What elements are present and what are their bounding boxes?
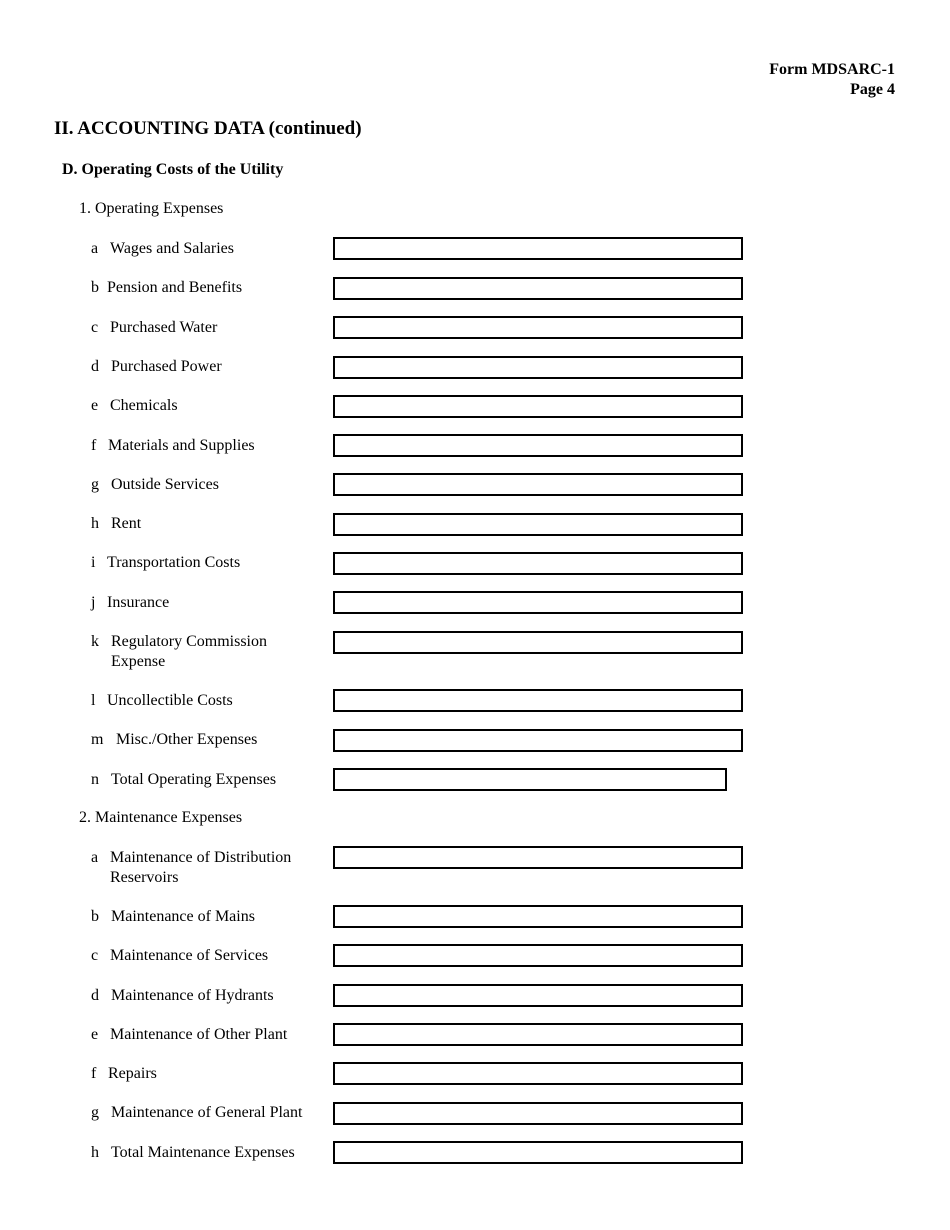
operating-item-label: h Rent: [91, 515, 142, 532]
form-number: Form MDSARC-1: [769, 61, 895, 78]
operating-item-label: m Misc./Other Expenses: [91, 731, 258, 748]
regulatory-commission-expense-input[interactable]: [333, 631, 743, 654]
page-number: Page 4: [850, 81, 895, 98]
operating-item-label: j Insurance: [91, 594, 170, 611]
maint-distribution-reservoirs-input[interactable]: [333, 846, 743, 869]
operating-item-label: g Outside Services: [91, 476, 219, 493]
maint-services-input[interactable]: [333, 944, 743, 967]
operating-item-label: d Purchased Power: [91, 358, 222, 375]
operating-item-label: n Total Operating Expenses: [91, 771, 277, 788]
purchased-power-input[interactable]: [333, 356, 743, 379]
maintenance-item-label: b Maintenance of Mains: [91, 908, 255, 925]
repairs-input[interactable]: [333, 1062, 743, 1085]
rent-input[interactable]: [333, 513, 743, 536]
maintenance-item-label: e Maintenance of Other Plant: [91, 1026, 288, 1043]
wages-salaries-input[interactable]: [333, 237, 743, 260]
transportation-costs-input[interactable]: [333, 552, 743, 575]
maintenance-item-label: a Maintenance of Distribution Reservoirs: [91, 849, 292, 886]
chemicals-input[interactable]: [333, 395, 743, 418]
purchased-water-input[interactable]: [333, 316, 743, 339]
uncollectible-costs-input[interactable]: [333, 689, 743, 712]
maintenance-item-label: g Maintenance of General Plant: [91, 1104, 303, 1121]
insurance-input[interactable]: [333, 591, 743, 614]
operating-item-label: l Uncollectible Costs: [91, 692, 233, 709]
maint-other-plant-input[interactable]: [333, 1023, 743, 1046]
operating-item-label: c Purchased Water: [91, 319, 218, 336]
outside-services-input[interactable]: [333, 473, 743, 496]
maint-general-plant-input[interactable]: [333, 1102, 743, 1125]
operating-item-label: k Regulatory Commission Expense: [91, 633, 267, 670]
subsection-title: D. Operating Costs of the Utility: [62, 161, 284, 178]
operating-item-label: i Transportation Costs: [91, 554, 241, 571]
operating-item-label: f Materials and Supplies: [91, 437, 255, 454]
maintenance-item-label: h Total Maintenance Expenses: [91, 1144, 295, 1161]
total-operating-expenses-input[interactable]: [333, 768, 727, 791]
maintenance-expenses-heading: 2. Maintenance Expenses: [79, 809, 243, 826]
materials-supplies-input[interactable]: [333, 434, 743, 457]
total-maintenance-expenses-input[interactable]: [333, 1141, 743, 1164]
maintenance-item-label: c Maintenance of Services: [91, 947, 269, 964]
form-identifier: [769, 60, 895, 100]
operating-expenses-heading: 1. Operating Expenses: [79, 200, 224, 217]
maintenance-item-label: f Repairs: [91, 1065, 157, 1082]
maintenance-item-label: d Maintenance of Hydrants: [91, 987, 274, 1004]
operating-item-label: b Pension and Benefits: [91, 279, 243, 296]
misc-other-expenses-input[interactable]: [333, 729, 743, 752]
maint-mains-input[interactable]: [333, 905, 743, 928]
operating-item-label: a Wages and Salaries: [91, 240, 234, 257]
operating-item-label: e Chemicals: [91, 397, 178, 414]
section-title: II. ACCOUNTING DATA (continued): [54, 118, 362, 139]
maint-hydrants-input[interactable]: [333, 984, 743, 1007]
pension-benefits-input[interactable]: [333, 277, 743, 300]
